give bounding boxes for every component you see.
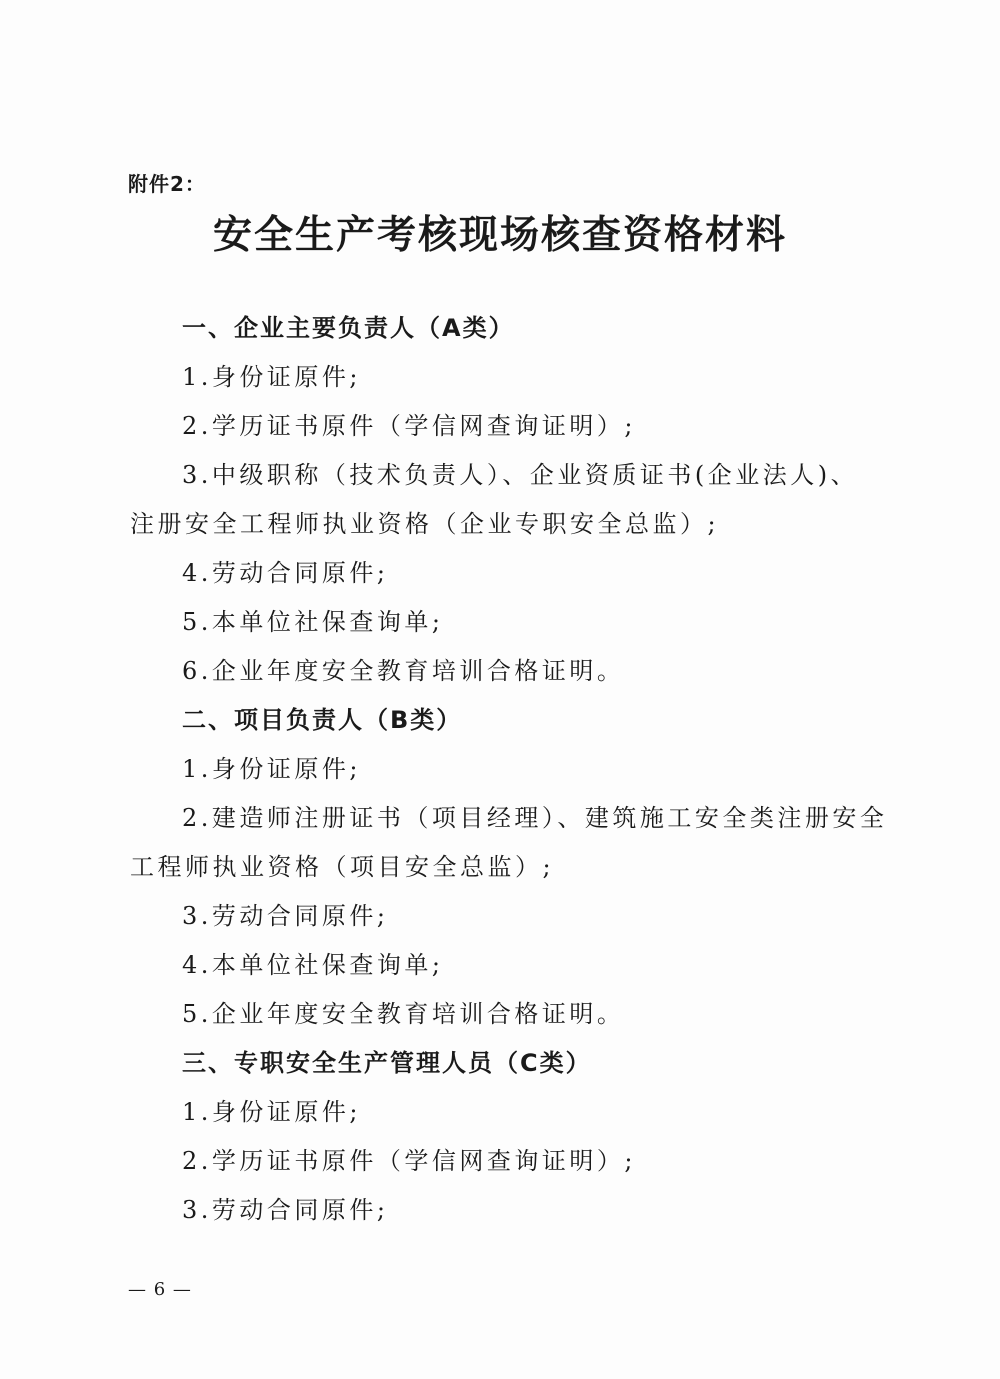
section-heading-c: 三、专职安全生产管理人员（C类） (182, 1049, 592, 1077)
list-item: 4.本单位社保查询单; (182, 951, 444, 979)
list-item: 6.企业年度安全教育培训合格证明。 (182, 657, 625, 685)
list-item: 5.企业年度安全教育培训合格证明。 (182, 1000, 625, 1028)
list-item: 3.劳动合同原件; (182, 902, 389, 930)
list-item: 3.劳动合同原件; (182, 1196, 389, 1224)
document-body (130, 304, 888, 1235)
list-item: 5.本单位社保查询单; (182, 608, 444, 636)
list-item-continuation: 工程师执业资格（项目安全总监）; (130, 853, 555, 881)
attachment-label: 附件2： (128, 172, 206, 196)
list-item-continuation: 注册安全工程师执业资格（企业专职安全总监）; (130, 510, 720, 538)
list-item: 4.劳动合同原件; (182, 559, 389, 587)
list-item: 3.中级职称（技术负责人）、企业资质证书(企业法人)、 (182, 461, 859, 489)
list-item: 2.学历证书原件（学信网查询证明）; (182, 412, 636, 440)
list-item: 1.身份证原件; (182, 1098, 361, 1126)
list-item: 2.建造师注册证书（项目经理）、建筑施工安全类注册安全 (182, 804, 888, 832)
section-heading-b: 二、项目负责人（B类） (182, 706, 463, 734)
document-title: 安全生产考核现场核查资格材料 (212, 212, 787, 258)
list-item: 1.身份证原件; (182, 363, 361, 391)
list-item: 1.身份证原件; (182, 755, 361, 783)
list-item: 2.学历证书原件（学信网查询证明）; (182, 1147, 636, 1175)
page-number: — 6 — (128, 1279, 192, 1300)
section-heading-a: 一、企业主要负责人（A类） (182, 314, 515, 342)
